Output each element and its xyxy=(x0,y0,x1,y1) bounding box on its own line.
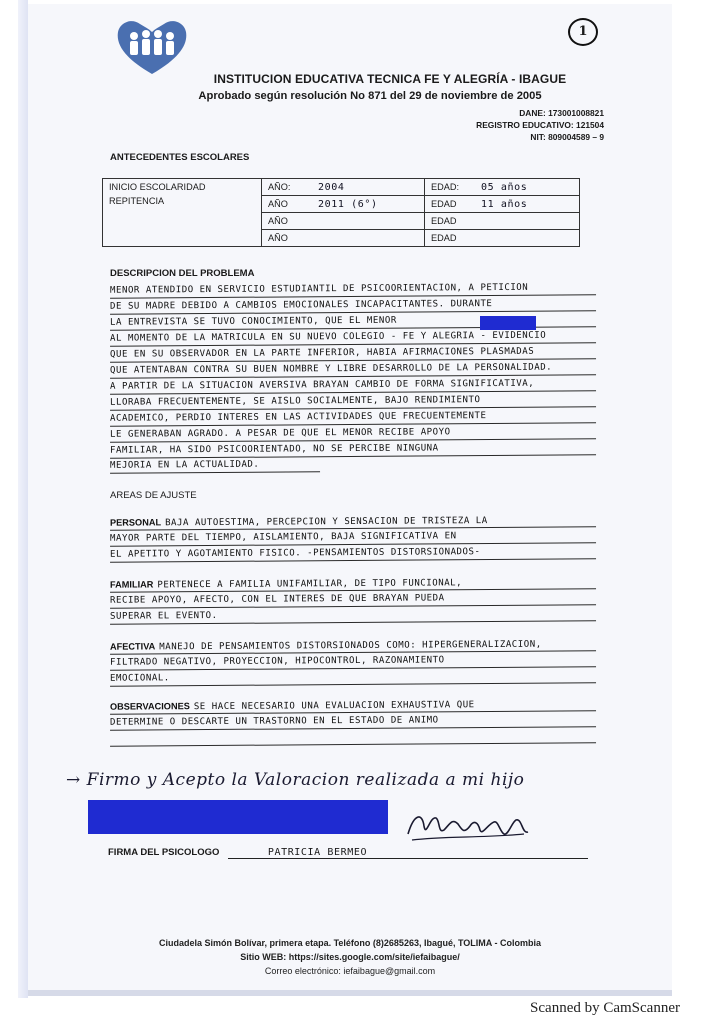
ano-value: 2011 (6°) xyxy=(312,196,425,213)
description-line: QUE ATENTABAN CONTRA SU BUEN NOMBRE Y LIBRE DESARROLLO DE LA PERSONALIDAD. xyxy=(110,360,596,378)
description-line: QUE EN SU OBSERVADOR EN LA PARTE INFERIOR, HABIA AFIRMACIONES PLASMADAS xyxy=(110,344,596,362)
ano-label: AÑO xyxy=(262,213,313,230)
ano-value: 2004 xyxy=(312,179,425,196)
personal-text: BAJA AUTOESTIMA, PERCEPCION Y SENSACION DE TRISTEZA LA xyxy=(165,516,488,529)
familiar-text: PERTENECE A FAMILIA UNIFAMILIAR, DE TIPO FUNCIONAL, xyxy=(157,578,463,591)
edad-label: EDAD xyxy=(425,213,476,230)
familiar-line: SUPERAR EL EVENTO. xyxy=(110,606,596,624)
description-line: A PARTIR DE LA SITUACION AVERSIVA BRAYAN CAMBIO DE FORMA SIGNIFICATIVA, xyxy=(110,376,596,394)
familiar-line: RECIBE APOYO, AFECTO, CON EL INTERES DE QUE BRAYAN PUEDA xyxy=(110,590,596,608)
personal-line: MAYOR PARTE DEL TIEMPO, AISLAMIENTO, BAJA SIGNIFICATIVA EN xyxy=(110,528,596,546)
observaciones-text: SE HACE NECESARIO UNA EVALUACION EXHAUSTIVA QUE xyxy=(193,700,475,713)
edad-value: 05 años xyxy=(475,179,580,196)
description-line: LLORABA FRECUENTEMENTE, SE AISLO SOCIALMENTE, BAJO RENDIMIENTO xyxy=(110,392,596,410)
afectiva-line: EMOCIONAL. xyxy=(110,668,596,686)
page-left-edge xyxy=(18,0,28,998)
observaciones-label: OBSERVACIONES xyxy=(109,701,190,712)
description-line: LA ENTREVISTA SE TUVO CONOCIMIENTO, QUE EL MENOR xyxy=(110,312,596,330)
ano-label: AÑO: xyxy=(262,179,313,196)
antecedentes-title: ANTECEDENTES ESCOLARES xyxy=(110,152,250,163)
description-line: FAMILIAR, HA SIDO PSICOORIENTADO, NO SE PERCIBE NINGUNA xyxy=(110,440,596,458)
page-bottom-edge xyxy=(28,990,672,996)
dane-code: DANE: 173001008821 xyxy=(519,108,604,118)
psychologist-label: FIRMA DEL PSICOLOGO xyxy=(108,847,220,858)
edad-label: EDAD xyxy=(425,196,476,213)
page-number: 1 xyxy=(568,18,598,46)
edad-value xyxy=(475,213,580,230)
ano-label: AÑO xyxy=(262,230,313,247)
nit-number: NIT: 809004589 – 9 xyxy=(530,132,604,142)
personal-label: PERSONAL xyxy=(109,517,162,528)
table-row xyxy=(103,196,580,213)
description-line: DE SU MADRE DEBIDO A CAMBIOS EMOCIONALES INCAPACITANTES. DURANTE xyxy=(110,296,596,314)
ano-value xyxy=(312,230,425,247)
description-line: AL MOMENTO DE LA MATRICULA EN SU NUEVO COLEGIO - FE Y ALEGRIA - EVIDENCIO xyxy=(110,328,596,346)
description-line: ACADEMICO, PERDIO INTERES EN LAS ACTIVIDADES QUE FRECUENTEMENTE xyxy=(110,408,596,426)
description-line: MEJORIA EN LA ACTUALIDAD. xyxy=(110,457,320,473)
description-line: MENOR ATENDIDO EN SERVICIO ESTUDIANTIL DE PSICOORIENTACION, A PETICION xyxy=(110,280,596,298)
areas-title: AREAS DE AJUSTE xyxy=(110,490,197,501)
psychologist-name: PATRICIA BERMEO xyxy=(228,847,588,859)
scanner-watermark: Scanned by CamScanner xyxy=(530,1000,680,1016)
footer-website: Sitio WEB: https://sites.google.com/site/iefaibague/ xyxy=(240,952,460,962)
row-label: REPITENCIA xyxy=(103,196,262,247)
edad-label: EDAD xyxy=(425,230,476,247)
acceptance-statement: → Firmo y Acepto la Valoracion realizada a mi hijo xyxy=(66,770,525,790)
observaciones-line: DETERMINE O DESCARTE UN TRASTORNO EN EL ESTADO DE ANIMO xyxy=(110,712,596,730)
redacted-guardian-name xyxy=(88,800,388,834)
antecedentes-table xyxy=(102,178,580,247)
edad-label: EDAD: xyxy=(425,179,476,196)
description-line: LE GENERABAN AGRADO. A PESAR DE QUE EL MENOR RECIBE APOYO xyxy=(110,424,596,442)
institution-name: INSTITUCION EDUCATIVA TECNICA FE Y ALEGRÍA - IBAGUE xyxy=(213,72,567,86)
row-label: INICIO ESCOLARIDAD xyxy=(103,179,262,196)
edad-value xyxy=(475,230,580,247)
footer-address: Ciudadela Simón Bolívar, primera etapa. Teléfono (8)2685263, Ibagué, TOLIMA - Colombia xyxy=(159,938,541,948)
descripcion-title: DESCRIPCION DEL PROBLEMA xyxy=(110,268,255,279)
ano-value xyxy=(312,213,425,230)
psychologist-signature-row xyxy=(108,842,588,858)
ano-label: AÑO xyxy=(262,196,313,213)
table-row xyxy=(103,179,580,196)
approval-resolution: Aprobado según resolución No 871 del 29 de noviembre de 2005 xyxy=(198,90,542,102)
registro-educativo: REGISTRO EDUCATIVO: 121504 xyxy=(476,120,604,130)
afectiva-label: AFECTIVA xyxy=(109,641,156,652)
school-logo xyxy=(114,18,190,76)
familiar-label: FAMILIAR xyxy=(109,579,154,590)
afectiva-text: MANEJO DE PENSAMIENTOS DISTORSIONADOS COMO: HIPERGENERALIZACION, xyxy=(159,639,542,653)
edad-value: 11 años xyxy=(475,196,580,213)
afectiva-line: FILTRADO NEGATIVO, PROYECCION, HIPOCONTROL, RAZONAMIENTO xyxy=(110,652,596,670)
personal-line: EL APETITO Y AGOTAMIENTO FISICO. -PENSAMIENTOS DISTORSIONADOS- xyxy=(110,544,596,562)
footer-email: Correo electrónico: iefaibague@gmail.com xyxy=(264,966,436,976)
